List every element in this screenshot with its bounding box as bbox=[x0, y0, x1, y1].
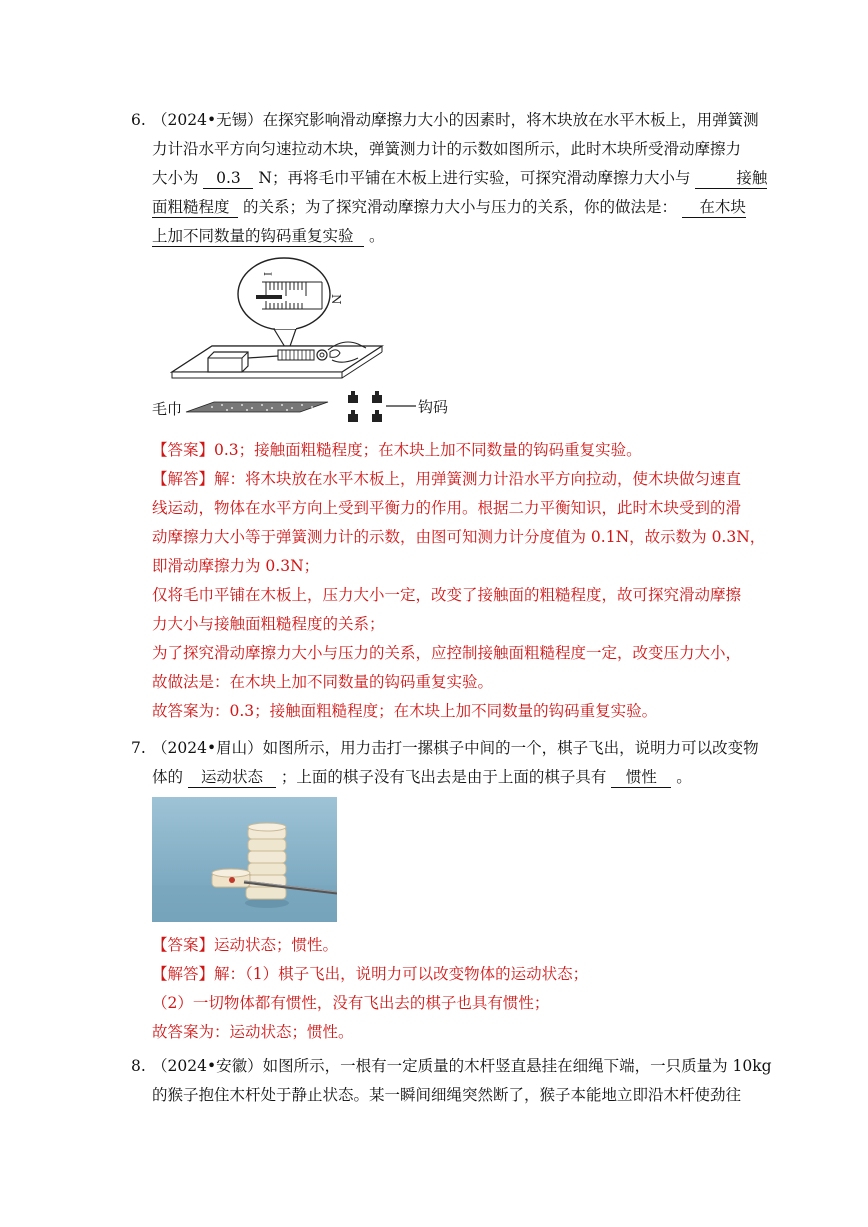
q7-figure-chess-stack-photo bbox=[152, 797, 337, 922]
q7-stem-line-1: （2024•眉山）如图所示，用力击打一摞棋子中间的一个，棋子飞出，说明力可以改变物 bbox=[152, 739, 759, 757]
q7-analysis-line: （2）一切物体都有惯性，没有飞出去的棋子也具有惯性； bbox=[152, 994, 550, 1012]
q7-blank-2: 惯性 bbox=[611, 768, 671, 788]
q6-stem-line-3 bbox=[152, 168, 767, 189]
q6-analysis-line: 线运动，物体在水平方向上受到平衡力的作用。根据二力平衡知识，此时木块受到的滑 bbox=[152, 499, 742, 517]
q7-stem-line-2 bbox=[152, 767, 692, 788]
q6-text: 的关系；为了探究滑动摩擦力大小与压力的关系，你的做法是： bbox=[242, 198, 677, 216]
chess-piece-stack bbox=[245, 823, 289, 908]
q7-text: ；上面的棋子没有飞出去是由于上面的棋子具有 bbox=[280, 768, 607, 786]
q8-stem-line-1: （2024•安徽）如图所示，一根有一定质量的木杆竖直悬挂在细绳下端，一只质量为 10kg bbox=[152, 1057, 772, 1075]
q6-stem-line-4 bbox=[152, 197, 746, 218]
q6-analysis-line: 力大小与接触面粗糙程度的关系； bbox=[152, 615, 385, 633]
question-7-number: 7. bbox=[131, 739, 146, 757]
q6-stem-line-2: 力计沿水平方向匀速拉动木块，弹簧测力计的示数如图所示，此时木块所受滑动摩擦力 bbox=[152, 140, 742, 158]
q6-blank-2a: 接触 bbox=[695, 169, 767, 189]
q6-scale-top-label: I bbox=[261, 272, 272, 276]
q6-analysis-line: 即滑动摩擦力为 0.3N； bbox=[152, 557, 320, 575]
q7-text: 体的 bbox=[152, 768, 184, 786]
q6-analysis-line: 故做法是：在木块上加不同数量的钩码重复实验。 bbox=[152, 673, 494, 691]
q6-analysis-line: 【解答】解：将木块放在水平木板上，用弹簧测力计沿水平方向拉动，使木块做匀速直 bbox=[152, 470, 742, 488]
q8-stem-line-2: 的猴子抱住木杆处于静止状态。某一瞬间细绳突然断了，猴子本能地立即沿木杆使劲往 bbox=[152, 1086, 742, 1104]
q6-answer: 【答案】0.3；接触面粗糙程度；在木块上加不同数量的钩码重复实验。 bbox=[152, 441, 642, 459]
q7-analysis-line: 【解答】解：（1）棋子飞出，说明力可以改变物体的运动状态； bbox=[152, 965, 589, 983]
q6-stem-line-1: （2024•无锡）在探究影响滑动摩擦力大小的因素时，将木块放在水平木板上，用弹簧测 bbox=[152, 111, 759, 129]
q6-stem-line-5 bbox=[152, 226, 384, 247]
q6-blank-2b: 面粗糙程度 bbox=[152, 198, 238, 218]
q6-analysis-line: 动摩擦力大小等于弹簧测力计的示数，由图可知测力计分度值为 0.1N，故示数为 0.3N， bbox=[152, 528, 766, 546]
q6-weights-icon bbox=[348, 391, 382, 422]
q6-figure-spring-scale bbox=[152, 254, 462, 424]
q6-weight-label: 钩码 bbox=[418, 398, 449, 416]
q6-text: 。 bbox=[368, 227, 385, 245]
q6-blank-3a: 在木块 bbox=[682, 198, 746, 218]
q7-blank-1: 运动状态 bbox=[188, 768, 276, 788]
q7-final-answer: 故答案为：运动状态；惯性。 bbox=[152, 1023, 354, 1041]
q6-text: 大小为 bbox=[152, 169, 199, 187]
question-6-number: 6. bbox=[131, 111, 146, 129]
q6-analysis-line: 为了探究滑动摩擦力大小与压力的关系，应控制接触面粗糙程度一定，改变压力大小， bbox=[152, 644, 742, 662]
q6-text: N；再将毛巾平铺在木板上进行实验，可探究滑动摩擦力大小与 bbox=[258, 169, 691, 187]
q6-final-answer: 故答案为：0.3；接触面粗糙程度；在木块上加不同数量的钩码重复实验。 bbox=[152, 702, 658, 720]
q6-scale-unit-label: N bbox=[329, 294, 343, 305]
q7-text: 。 bbox=[676, 768, 692, 786]
q6-blank-1: 0.3 bbox=[203, 169, 253, 189]
q6-analysis-line: 仅将毛巾平铺在木板上，压力大小一定，改变了接触面的粗糙程度，故可探究滑动摩擦 bbox=[152, 586, 742, 604]
q6-blank-3b: 上加不同数量的钩码重复实验 bbox=[152, 227, 364, 247]
q6-towel-label: 毛巾 bbox=[152, 400, 183, 418]
flying-chess-piece bbox=[212, 869, 250, 887]
q7-answer: 【答案】运动状态；惯性。 bbox=[152, 936, 339, 954]
question-8-number: 8. bbox=[131, 1057, 146, 1075]
